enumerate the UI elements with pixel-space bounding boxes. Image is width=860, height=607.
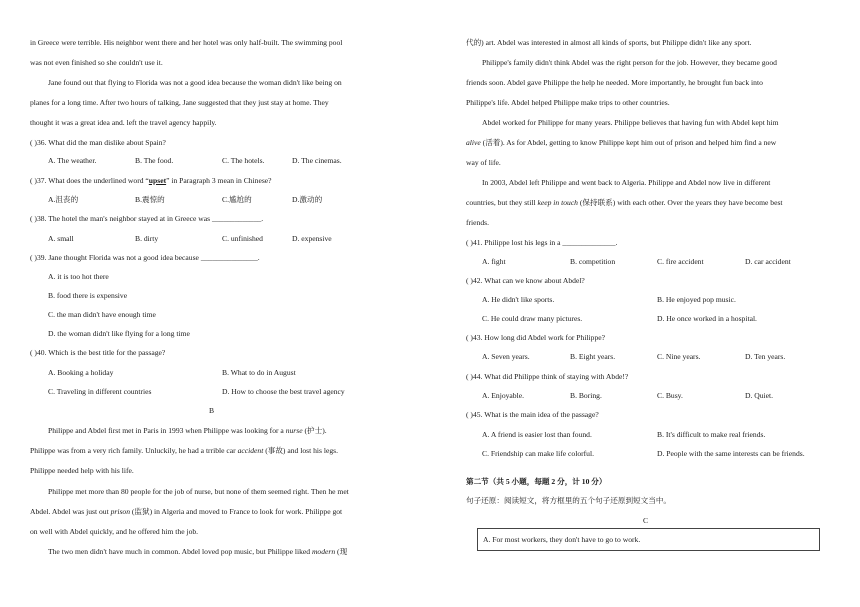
q38-option-c: C. unfinished (222, 234, 263, 243)
q43-option-c: C. Nine years. (657, 352, 701, 361)
text-run: (护士). (302, 426, 327, 435)
question-37-stem (30, 176, 272, 186)
q41-option-d: D. car accident (745, 257, 791, 266)
q43-option-b: B. Eight years. (570, 352, 616, 361)
q43-option-a: A. Seven years. (482, 352, 530, 361)
italic-word: nurse (285, 426, 303, 435)
q36-option-b: B. The food. (135, 156, 174, 165)
paragraph-line: Philippe needed help with his life. (30, 466, 134, 475)
text-run: countries, but they still (466, 198, 538, 207)
q45-option-c: C. Friendship can make life colorful. (482, 449, 594, 458)
q39-option-d: D. the woman didn't like flying for a long time (48, 329, 190, 338)
paragraph-line: friends. (466, 218, 489, 227)
paragraph-line (30, 507, 342, 517)
q40-option-a: A. Booking a holiday (48, 368, 114, 377)
q41-option-c: C. fire accident (657, 257, 704, 266)
q45-option-a: A. A friend is easier lost than found. (482, 430, 592, 439)
q37-stem-pre: ( )37. What does the underlined word “ (30, 176, 149, 185)
paragraph-line: Philippe's family didn't think Abdel was the right person for the job. However, they became good (482, 58, 777, 67)
q44-option-c: C. Busy. (657, 391, 683, 400)
q37-option-b: B.震惊的 (135, 195, 165, 204)
q39-option-c: C. the man didn't have enough time (48, 310, 156, 319)
q39-option-b: B. food there is expensive (48, 291, 128, 300)
paragraph-line (466, 138, 776, 148)
text-run: (现 (335, 547, 348, 556)
q44-option-d: D. Quiet. (745, 391, 774, 400)
section-2-instructions: 句子还原：阅读短文，将方框里的五个句子还原到短文当中。 (466, 496, 672, 505)
q41-option-a: A. fight (482, 257, 506, 266)
question-38-stem: ( )38. The hotel the man's neighbor stayed at in Greece was _____________. (30, 214, 264, 223)
q39-option-a: A. it is too hot there (48, 272, 109, 281)
sentence-options-box (477, 528, 820, 551)
paragraph-line: Philippe met more than 80 people for the job of nurse, but none of them seemed right. Then he met (48, 487, 349, 496)
paragraph-line: In 2003, Abdel left Philippe and went back to Algeria. Philippe and Abdel now live in different (482, 178, 771, 187)
q42-option-b: B. He enjoyed pop music. (657, 295, 736, 304)
q37-option-c: C.尴尬的 (222, 195, 252, 204)
q37-option-a: A.沮丧的 (48, 195, 79, 204)
question-36-stem: ( )36. What did the man dislike about Spain? (30, 138, 166, 147)
q37-stem-post: ” in Paragraph 3 mean in Chinese? (166, 176, 272, 185)
q36-option-c: C. The hotels. (222, 156, 265, 165)
text-run: Abdel. Abdel was just out (30, 507, 111, 516)
italic-word: keep in touch (537, 198, 578, 207)
paragraph-line: 代的) art. Abdel was interested in almost all kinds of sports, but Philippe didn't like any sport. (466, 38, 752, 47)
italic-word: prison (110, 507, 130, 516)
question-39-stem: ( )39. Jane thought Florida was not a good idea because _______________. (30, 253, 260, 262)
question-45-stem: ( )45. What is the main idea of the passage? (466, 410, 599, 419)
question-43-stem: ( )43. How long did Abdel work for Philippe? (466, 333, 605, 342)
q37-underlined-word: upset (148, 176, 167, 185)
italic-word: modern (311, 547, 336, 556)
question-42-stem: ( )42. What can we know about Abdel? (466, 276, 585, 285)
q42-option-a: A. He didn't like sports. (482, 295, 555, 304)
q43-option-d: D. Ten years. (745, 352, 786, 361)
q40-option-d: D. How to choose the best travel agency (222, 387, 345, 396)
q38-option-a: A. small (48, 234, 74, 243)
q45-option-b: B. It's difficult to make real friends. (657, 430, 766, 439)
sentence-option-a: A. For most workers, they don't have to go to work. (483, 535, 641, 544)
text-run: (活着). As for Abdel, getting to know Philippe kept him out of prison and helped him find a new (480, 138, 777, 147)
paragraph-line: on well with Abdel quickly, and he offered him the job. (30, 527, 199, 536)
q42-option-d: D. He once worked in a hospital. (657, 314, 757, 323)
q40-option-b: B. What to do in August (222, 368, 296, 377)
question-41-stem: ( )41. Philippe lost his legs in a ______________. (466, 238, 618, 247)
paragraph-line (30, 446, 338, 456)
paragraph-line: Abdel worked for Philippe for many years. Philippe believes that having fun with Abdel kept him (482, 118, 779, 127)
q37-option-d: D.激动的 (292, 195, 323, 204)
text-run: (监狱) in Algeria and moved to France to look for work. Philippe got (130, 507, 343, 516)
paragraph-line: Philippe's life. Abdel helped Philippe make trips to other countries. (466, 98, 670, 107)
q38-option-d: D. expensive (292, 234, 332, 243)
paragraph-line (466, 198, 783, 208)
q45-option-d: D. People with the same interests can be friends. (657, 449, 805, 458)
paragraph-line: in Greece were terrible. His neighbor went there and her hotel was only half-built. The swimming pool (30, 38, 343, 47)
question-44-stem: ( )44. What did Philippe think of staying with Abde!? (466, 372, 629, 381)
q41-option-b: B. competition (570, 257, 616, 266)
section-b-heading: B (209, 406, 215, 415)
question-40-stem: ( )40. Which is the best title for the passage? (30, 348, 166, 357)
text-run: Philippe and Abdel first met in Paris in 1993 when Philippe was looking for a (48, 426, 286, 435)
q40-option-c: C. Traveling in different countries (48, 387, 152, 396)
q38-option-b: B. dirty (135, 234, 159, 243)
text-run: (保持联系) with each other. Over the years they have become best (577, 198, 783, 207)
q42-option-c: C. He could draw many pictures. (482, 314, 583, 323)
text-run: (事故) and lost his legs. (263, 446, 338, 455)
section-2-title: 第二节（共 5 小题，每题 2 分，计 10 分） (466, 477, 607, 486)
q44-option-a: A. Enjoyable. (482, 391, 524, 400)
paragraph-line: friends soon. Abdel gave Philippe the help he needed. More importantly, he brought fun back into (466, 78, 763, 87)
text-run: The two men didn't have much in common. Abdel loved pop music, but Philippe liked (48, 547, 312, 556)
section-c-heading: C (643, 516, 649, 525)
paragraph-line (48, 547, 347, 557)
paragraph-line: thought it was a great idea and. left the travel agency happily. (30, 118, 217, 127)
paragraph-line: way of life. (466, 158, 501, 167)
q36-option-d: D. The cinemas. (292, 156, 342, 165)
italic-word: accident (237, 446, 264, 455)
text-run: Philippe was from a very rich family. Unluckily, he had a trrible car (30, 446, 238, 455)
italic-word: alive (466, 138, 481, 147)
q44-option-b: B. Boring. (570, 391, 602, 400)
q36-option-a: A. The weather. (48, 156, 97, 165)
paragraph-line: Jane found out that flying to Florida was not a good idea because the woman didn't like being on (48, 78, 342, 87)
paragraph-line: planes for a long time. After two hours of talking, Jane suggested that they just stay at home. They (30, 98, 329, 107)
paragraph-line: was not even finished so she couldn't use it. (30, 58, 163, 67)
paragraph-line (48, 426, 327, 436)
